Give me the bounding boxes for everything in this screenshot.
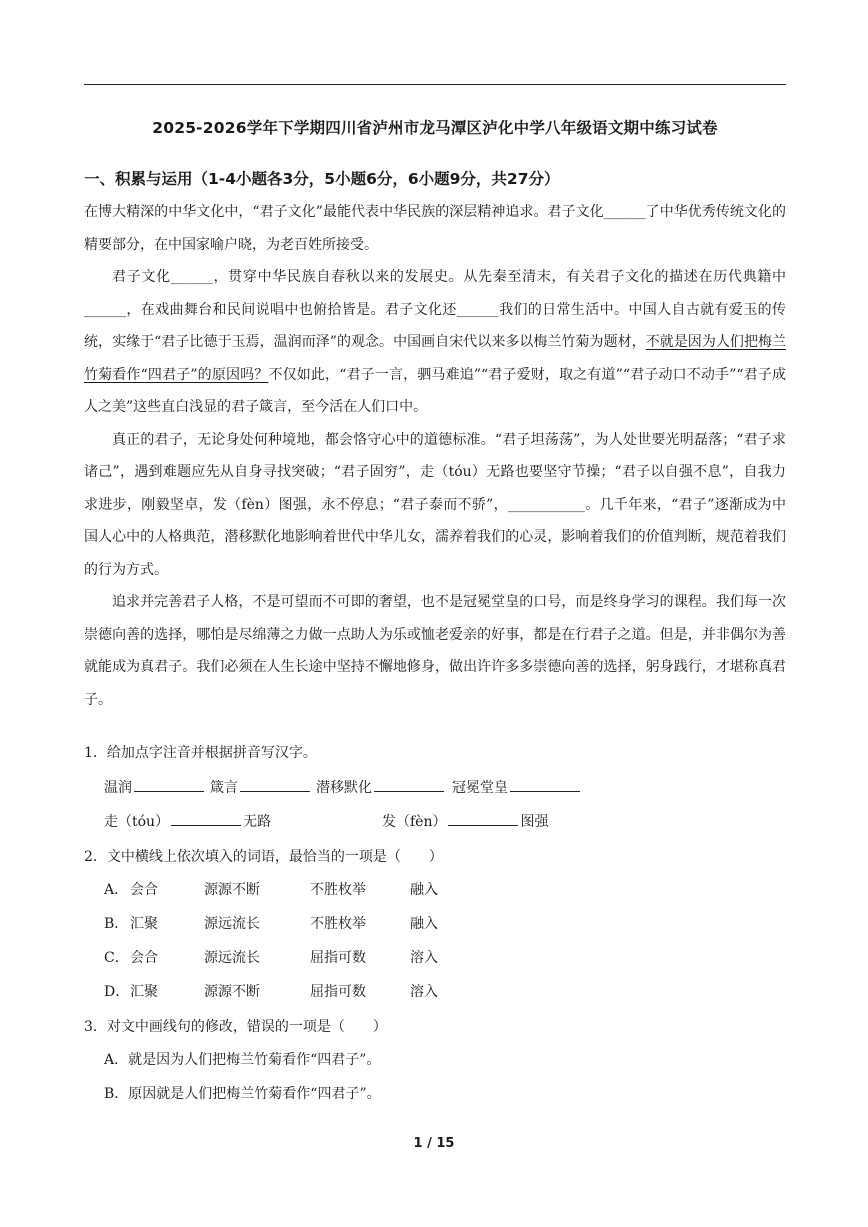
question-stem: 1．给加点字注音并根据拼音写汉字。 [84, 745, 317, 761]
option-a[interactable]: A． 会合 源源不断 不胜枚举 融入 [104, 882, 438, 898]
underlined-sentence: 不就是因为人们把梅兰竹菊看作“四君子”的原因吗？ [84, 334, 787, 383]
option-c[interactable]: C． 会合 源远流长 屈指可数 溶入 [104, 950, 438, 966]
pinyin-row-2 [104, 810, 784, 832]
answer-blank[interactable] [374, 776, 444, 792]
term-item: 发（fèn） 图强 [382, 810, 548, 831]
term-item: 冠冕堂皇 [452, 776, 582, 797]
pinyin-row-1 [104, 776, 784, 798]
answer-blank[interactable] [448, 810, 518, 826]
answer-blank[interactable] [510, 776, 580, 792]
passage-paragraph-3: 真正的君子，无论身处何种境地，都会恪守心中的道德标准。“君子坦荡荡”，为人处世要光明磊落；“君子求诸己”，遇到难题应先从自身寻找突破；“君子固穷”，走（tóu）无路也要坚守节操；“君子以自强不息”，自我力求进步，刚毅坚卓，发（fèn）图强，永不停息；“君子泰而不骄”，___________。几千年来，“君子”逐渐成为中国人心中的人格典范，潜移默化地影响着世代中华儿女，濡养着我们的心灵，影响着我们的价值判断，规范着我们的行为方式。 [84, 431, 786, 578]
section-heading: 一、积累与运用（1-4小题各3分，5小题6分，6小题9分，共27分） [84, 170, 560, 188]
question-stem: 2．文中横线上依次填入的词语，最恰当的一项是（ ） [84, 849, 443, 865]
term-item: 箴言 [210, 776, 312, 797]
term-item: 潜移默化 [316, 776, 446, 797]
question-stem: 3．对文中画线句的修改，错误的一项是（ ） [84, 1019, 387, 1035]
passage-text: 不仅如此，“君子一言，驷马难追”“君子爱财，取之有道”“君子动口不动手”“君子成人之美”这些直白浅显的君子箴言，至今活在人们口中。 [84, 366, 786, 415]
passage-paragraph-1: 在博大精深的中华文化中，“君子文化”最能代表中华民族的深层精神追求。君子文化______了中华优秀传统文化的精要部分，在中国家喻户晓，为老百姓所接受。 [84, 204, 786, 253]
passage-text: 君子文化______，贯穿中华民族自春秋以来的发展史。从先秦至清末，有关君子文化的描述在历代典籍中______，在戏曲舞台和民间说唱中也俯拾皆是。君子文化还______我们的日常生活中。中国人自古就有爱玉的传统，实缘于“君子比德于玉焉，温润而泽”的观念。中国画自宋代以来多以梅兰竹菊为题材， [84, 269, 786, 350]
exam-title: 2025-2026学年下学期四川省泸州市龙马潭区泸化中学八年级语文期中练习试卷 [152, 119, 718, 137]
page-number: 1 / 15 [413, 1136, 455, 1151]
option-d[interactable]: D． 汇聚 源源不断 屈指可数 溶入 [104, 984, 438, 1000]
term-item: 温润 [104, 776, 206, 797]
header-rule [84, 84, 786, 85]
passage-paragraph-4: 追求并完善君子人格，不是可望而不可即的奢望，也不是冠冕堂皇的口号，而是终身学习的课程。我们每一次崇德向善的选择，哪怕是尽绵薄之力做一点助人为乐或恤老爱亲的好事，都是在行君子之道。但是，并非偶尔为善就能成为真君子。我们必须在人生长途中坚持不懈地修身，做出许许多多崇德向善的选择，躬身践行，才堪称真君子。 [84, 594, 786, 708]
option-b[interactable]: B．原因就是人们把梅兰竹菊看作“四君子”。 [104, 1086, 381, 1102]
answer-blank[interactable] [134, 776, 204, 792]
answer-blank[interactable] [171, 810, 241, 826]
answer-blank[interactable] [240, 776, 310, 792]
option-a[interactable]: A．就是因为人们把梅兰竹菊看作“四君子”。 [104, 1052, 381, 1068]
term-item: 走（tóu） 无路 [104, 810, 271, 831]
passage-paragraph-2 [84, 261, 786, 424]
option-b[interactable]: B． 汇聚 源远流长 不胜枚举 融入 [104, 916, 438, 932]
reading-passage [84, 196, 786, 716]
